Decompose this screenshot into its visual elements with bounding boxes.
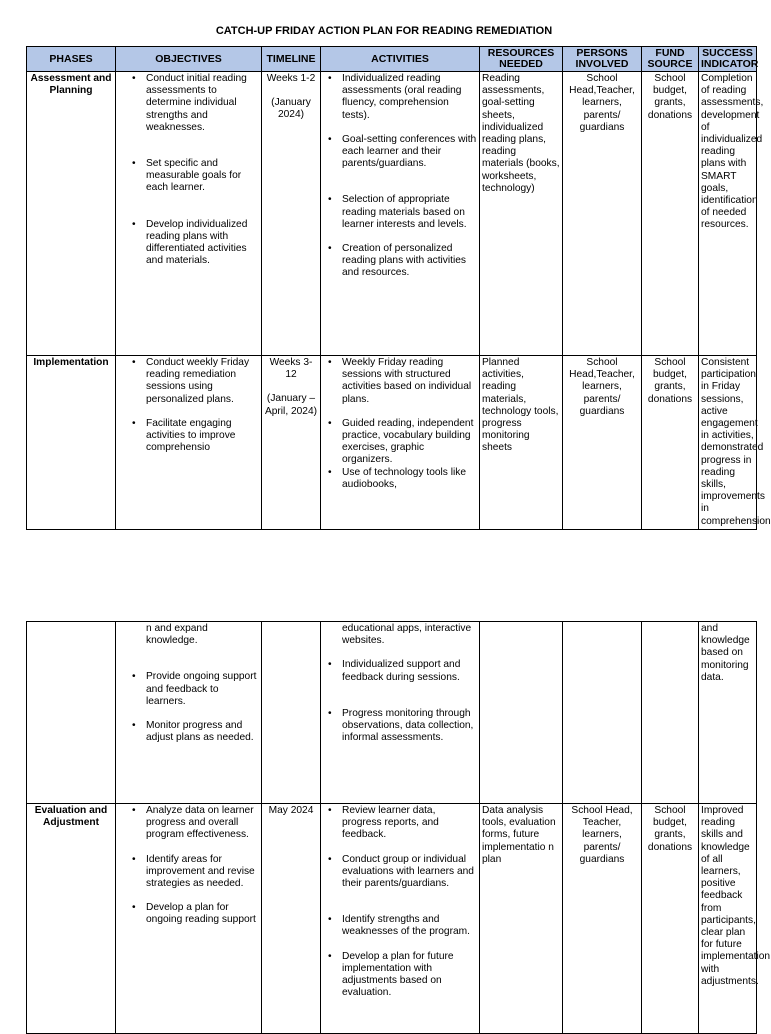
objectives-cell — [116, 356, 262, 530]
table-row — [27, 356, 757, 530]
list-item: • Conduct group or individual evaluations with learners and their parents/guardians. — [323, 854, 477, 891]
persons-cell — [563, 622, 642, 804]
timeline-months: (January – April, 2024) — [264, 393, 318, 417]
header-objectives: OBJECTIVES — [116, 47, 262, 72]
indicator-cell: and knowledge based on monitoring data. — [699, 622, 757, 804]
indicator-cell: Consistent participation in Friday sessions, active engagement in activities, demonstrated progress in reading skills, improvements in comprehension — [699, 356, 757, 530]
list-item: • Develop individualized reading plans with differentiated activities and materials. — [127, 219, 259, 268]
list-item: • Individualized reading assessments (oral reading fluency, comprehension tests). — [323, 73, 477, 122]
header-phases: PHASES — [27, 47, 116, 72]
persons-cell: School Head,Teacher, learners, parents/ guardians — [563, 356, 642, 530]
header-persons: PERSONS INVOLVED — [563, 47, 642, 72]
list-item: • Weekly Friday reading sessions with structured activities based on individual plans. — [323, 357, 477, 406]
table-row — [27, 72, 757, 356]
list-item: • Monitor progress and adjust plans as needed. — [127, 720, 259, 744]
list-item: • Identify strengths and weaknesses of the program. — [323, 914, 477, 938]
fund-cell: School budget, grants, donations — [642, 804, 699, 1034]
indicator-cell: Completion of reading assessments, development of individualized reading plans with SMART goals, identification of needed resources. — [699, 72, 757, 356]
table-row — [27, 804, 757, 1034]
activities-cell — [321, 72, 480, 356]
timeline-cell — [262, 356, 321, 530]
indicator-cell: Improved reading skills and knowledge of all learners, positive feedback from participants, clear plan for future implementation with adjustments. — [699, 804, 757, 1034]
list-item: • Goal-setting conferences with each learner and their parents/guardians. — [323, 134, 477, 171]
header-timeline: TIMELINE — [262, 47, 321, 72]
phase-cell — [27, 622, 116, 804]
objectives-cell — [116, 72, 262, 356]
resources-cell: Reading assessments, goal-setting sheets, individualized reading plans, reading materials (books, worksheets, technology) — [480, 72, 563, 356]
list-item: • Set specific and measurable goals for each learner. — [127, 158, 259, 195]
header-row — [27, 47, 757, 72]
table-row — [27, 622, 757, 804]
activities-cell — [321, 804, 480, 1034]
list-item: • Guided reading, independent practice, vocabulary building exercises, graphic organizers. — [323, 418, 477, 467]
timeline-weeks: Weeks 3-12 — [269, 357, 313, 381]
list-item: • Creation of personalized reading plans with activities and resources. — [323, 243, 477, 280]
list-item: • Provide ongoing support and feedback to learners. — [127, 671, 259, 708]
list-item: • Conduct initial reading assessments to determine individual strengths and weaknesses. — [127, 73, 259, 134]
activities-cell — [321, 622, 480, 804]
header-fund: FUND SOURCE — [642, 47, 699, 72]
resources-cell: Data analysis tools, evaluation forms, future implementatio n plan — [480, 804, 563, 1034]
list-item: • Develop a plan for ongoing reading support — [127, 902, 259, 926]
header-activities: ACTIVITIES — [321, 47, 480, 72]
phase-cell: Assessment and Planning — [27, 72, 116, 356]
phase-cell: Implementation — [27, 356, 116, 530]
phase-cell: Evaluation and Adjustment — [27, 804, 116, 1034]
list-item: • Analyze data on learner progress and overall program effectiveness. — [127, 805, 259, 842]
list-item-continuation: educational apps, interactive websites. — [342, 623, 472, 647]
objectives-cell — [116, 804, 262, 1034]
timeline-weeks: Weeks 1-2 — [266, 73, 316, 84]
timeline-cell — [262, 72, 321, 356]
fund-cell — [642, 622, 699, 804]
objectives-cell — [116, 622, 262, 804]
fund-cell: School budget, grants, donations — [642, 356, 699, 530]
list-item: • Individualized support and feedback during sessions. — [323, 659, 477, 683]
activities-cell — [321, 356, 480, 530]
list-item: • Develop a plan for future implementation with adjustments based on evaluation. — [323, 951, 477, 1000]
list-item: • Identify areas for improvement and revise strategies as needed. — [127, 854, 259, 891]
list-item: • Facilitate engaging activities to improve comprehensio — [127, 418, 259, 455]
list-item: • Use of technology tools like audiobooks, — [323, 467, 477, 491]
resources-cell — [480, 622, 563, 804]
timeline-cell: May 2024 — [262, 804, 321, 1034]
list-item: • Review learner data, progress reports, and feedback. — [323, 805, 477, 842]
list-item: • Progress monitoring through observations, data collection, informal assessments. — [323, 708, 477, 745]
list-item: • Conduct weekly Friday reading remediation sessions using personalized plans. — [127, 357, 259, 406]
action-plan-table-page2 — [26, 621, 771, 1034]
persons-cell: School Head,Teacher, learners, parents/ guardians — [563, 72, 642, 356]
header-indicator: SUCCESS INDICATOR — [699, 47, 757, 72]
fund-cell: School budget, grants, donations — [642, 72, 699, 356]
persons-cell: School Head, Teacher, learners, parents/ guardians — [563, 804, 642, 1034]
document-title: CATCH-UP FRIDAY ACTION PLAN FOR READING REMEDIATION — [215, 25, 553, 37]
resources-cell: Planned activities, reading materials, technology tools, progress monitoring sheets — [480, 356, 563, 530]
timeline-months: (January 2024) — [271, 97, 311, 121]
timeline-cell — [262, 622, 321, 804]
list-item: • Selection of appropriate reading materials based on learner interests and levels. — [323, 194, 477, 231]
list-item-continuation: n and expand knowledge. — [146, 623, 208, 647]
action-plan-table-page1 — [26, 46, 771, 530]
header-resources: RESOURCES NEEDED — [480, 47, 563, 72]
